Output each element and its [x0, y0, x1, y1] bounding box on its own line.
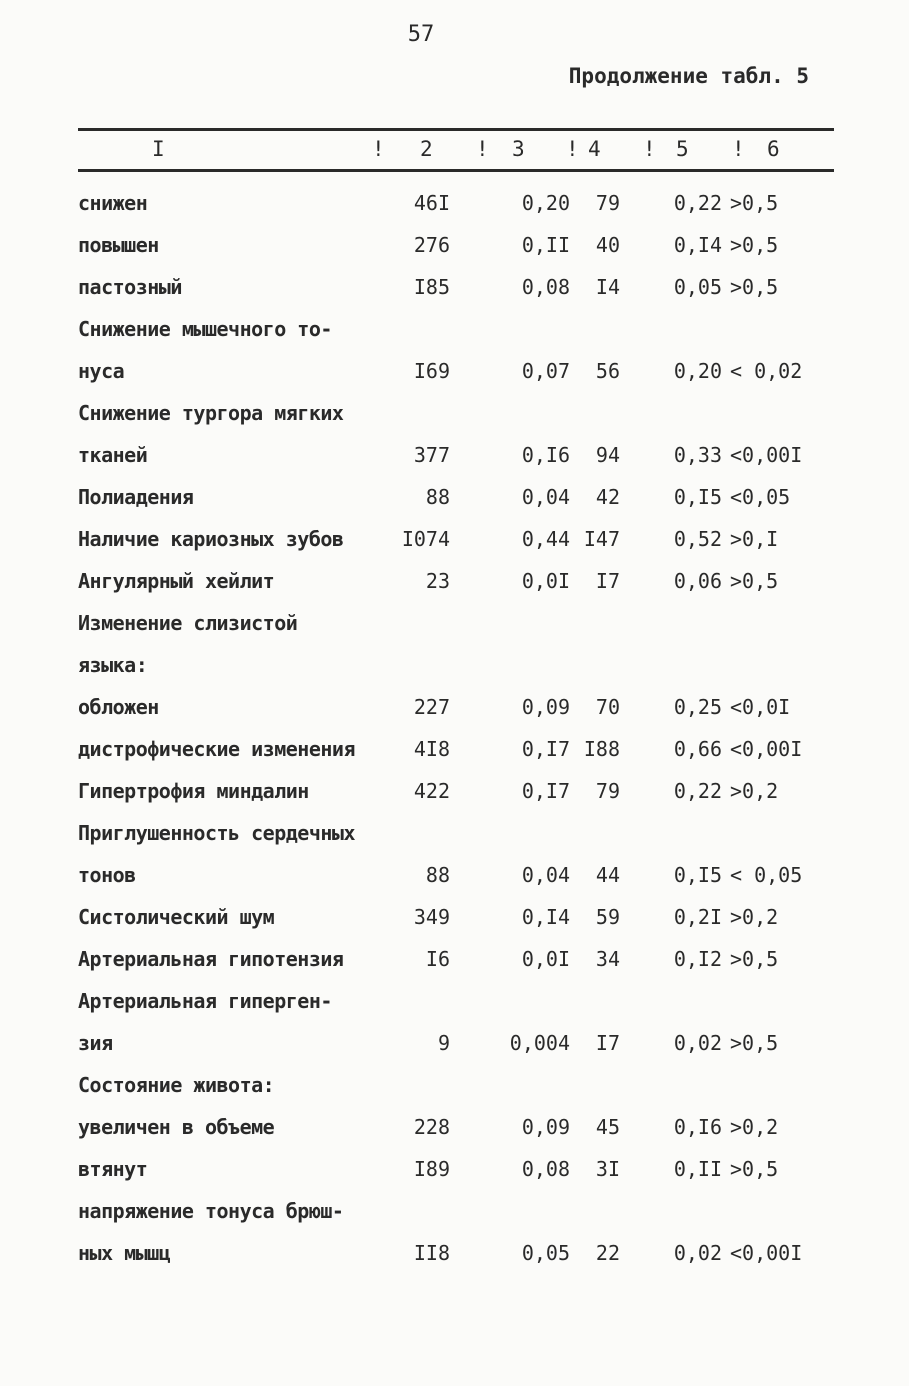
table-row — [0, 224, 909, 266]
cell-col-2: 377 — [413, 443, 450, 467]
cell-col-2: 9 — [437, 1031, 450, 1055]
cell-col-2: I074 — [401, 527, 450, 551]
cell-col-3: 0,09 — [521, 695, 570, 719]
row-label: Снижение мышечного то- — [78, 317, 332, 341]
cell-col-3: 0,09 — [521, 1115, 570, 1139]
table-row — [0, 1148, 909, 1190]
cell-col-6: <0,00I — [730, 443, 803, 467]
table-row — [0, 560, 909, 602]
row-label: Наличие кариозных зубов — [78, 527, 344, 551]
cell-col-5: 0,I4 — [673, 233, 722, 257]
cell-col-5: 0,II — [673, 1157, 722, 1181]
cell-col-6: >0,5 — [730, 1157, 779, 1181]
header-col-5: 5 — [676, 137, 689, 161]
cell-col-4: 94 — [595, 443, 620, 467]
row-label: снижен — [78, 191, 148, 215]
table-header-rule — [78, 169, 834, 172]
cell-col-6: >0,2 — [730, 1115, 779, 1139]
cell-col-2: 276 — [413, 233, 450, 257]
cell-col-6: >0,5 — [730, 191, 779, 215]
cell-col-2: II8 — [413, 1241, 450, 1265]
cell-col-6: >0,2 — [730, 905, 779, 929]
table-row — [0, 476, 909, 518]
row-label: тканей — [78, 443, 148, 467]
cell-col-4: I7 — [595, 569, 620, 593]
header-col-3: 3 — [512, 137, 525, 161]
cell-col-4: 44 — [595, 863, 620, 887]
cell-col-4: 79 — [595, 779, 620, 803]
table-row — [0, 392, 909, 434]
cell-col-3: 0,I4 — [521, 905, 570, 929]
cell-col-5: 0,06 — [673, 569, 722, 593]
cell-col-3: 0,04 — [521, 485, 570, 509]
row-label: пастозный — [78, 275, 182, 299]
header-separator: ! — [643, 137, 656, 161]
row-label: Систолический шум — [78, 905, 275, 929]
cell-col-4: 42 — [595, 485, 620, 509]
cell-col-5: 0,25 — [673, 695, 722, 719]
cell-col-6: < 0,05 — [730, 863, 803, 887]
row-label: Приглушенность сердечных — [78, 821, 355, 845]
table-row — [0, 182, 909, 224]
cell-col-6: >0,I — [730, 527, 779, 551]
cell-col-2: 4I8 — [413, 737, 450, 761]
table-body — [0, 182, 909, 1274]
cell-col-5: 0,05 — [673, 275, 722, 299]
row-label: Изменение слизистой — [78, 611, 298, 635]
cell-col-6: <0,0I — [730, 695, 791, 719]
row-label: зия — [78, 1031, 113, 1055]
table-row — [0, 812, 909, 854]
table-continuation-note: Продолжение табл. 5 — [568, 64, 809, 88]
row-label: обложен — [78, 695, 159, 719]
cell-col-6: >0,5 — [730, 569, 779, 593]
cell-col-5: 0,I5 — [673, 863, 722, 887]
cell-col-4: 79 — [595, 191, 620, 215]
table-row — [0, 266, 909, 308]
header-separator: ! — [566, 137, 579, 161]
table-row — [0, 644, 909, 686]
table-row — [0, 308, 909, 350]
cell-col-5: 0,2I — [673, 905, 722, 929]
table-row — [0, 1232, 909, 1274]
cell-col-4: 56 — [595, 359, 620, 383]
cell-col-2: 46I — [413, 191, 450, 215]
cell-col-4: I47 — [583, 527, 620, 551]
cell-col-3: 0,0I — [521, 569, 570, 593]
table-row — [0, 1106, 909, 1148]
cell-col-6: >0,2 — [730, 779, 779, 803]
cell-col-2: 349 — [413, 905, 450, 929]
row-label: Артериальная гиперген- — [78, 989, 332, 1013]
cell-col-6: >0,5 — [730, 275, 779, 299]
cell-col-4: I88 — [583, 737, 620, 761]
header-col-4: 4 — [588, 137, 601, 161]
table-row — [0, 686, 909, 728]
cell-col-3: 0,I6 — [521, 443, 570, 467]
header-col-1: I — [152, 137, 165, 161]
cell-col-2: 88 — [425, 485, 450, 509]
row-label: повышен — [78, 233, 159, 257]
cell-col-2: 23 — [425, 569, 450, 593]
cell-col-5: 0,I2 — [673, 947, 722, 971]
row-label: увеличен в объеме — [78, 1115, 275, 1139]
cell-col-5: 0,20 — [673, 359, 722, 383]
cell-col-3: 0,08 — [521, 1157, 570, 1181]
cell-col-4: I4 — [595, 275, 620, 299]
cell-col-2: 228 — [413, 1115, 450, 1139]
cell-col-3: 0,I7 — [521, 737, 570, 761]
row-label: Полиадения — [78, 485, 194, 509]
row-label: Ангулярный хейлит — [78, 569, 275, 593]
cell-col-4: 70 — [595, 695, 620, 719]
cell-col-5: 0,33 — [673, 443, 722, 467]
cell-col-3: 0,I7 — [521, 779, 570, 803]
cell-col-5: 0,22 — [673, 191, 722, 215]
cell-col-2: 88 — [425, 863, 450, 887]
cell-col-5: 0,I5 — [673, 485, 722, 509]
row-label: Артериальная гипотензия — [78, 947, 344, 971]
table-row — [0, 728, 909, 770]
row-label: Состояние живота: — [78, 1073, 275, 1097]
cell-col-3: 0,07 — [521, 359, 570, 383]
cell-col-4: 59 — [595, 905, 620, 929]
cell-col-4: 45 — [595, 1115, 620, 1139]
cell-col-6: <0,00I — [730, 737, 803, 761]
table-row — [0, 980, 909, 1022]
table-row — [0, 434, 909, 476]
cell-col-3: 0,II — [521, 233, 570, 257]
row-label: дистрофические изменения — [78, 737, 355, 761]
cell-col-3: 0,08 — [521, 275, 570, 299]
row-label: Снижение тургора мягких — [78, 401, 344, 425]
cell-col-3: 0,004 — [509, 1031, 570, 1055]
cell-col-3: 0,44 — [521, 527, 570, 551]
cell-col-2: I6 — [425, 947, 450, 971]
cell-col-4: 40 — [595, 233, 620, 257]
row-label: языка: — [78, 653, 148, 677]
cell-col-2: I69 — [413, 359, 450, 383]
row-label: ных мышц — [78, 1241, 171, 1265]
table-row — [0, 1022, 909, 1064]
table-row — [0, 602, 909, 644]
row-label: тонов — [78, 863, 136, 887]
header-separator: ! — [372, 137, 385, 161]
header-col-2: 2 — [420, 137, 433, 161]
header-separator: ! — [476, 137, 489, 161]
cell-col-5: 0,02 — [673, 1031, 722, 1055]
row-label: Гипертрофия миндалин — [78, 779, 309, 803]
cell-col-3: 0,0I — [521, 947, 570, 971]
cell-col-5: 0,02 — [673, 1241, 722, 1265]
row-label: нуса — [78, 359, 125, 383]
table-row — [0, 854, 909, 896]
header-separator: ! — [732, 137, 745, 161]
row-label: напряжение тонуса брюш- — [78, 1199, 344, 1223]
cell-col-6: <0,00I — [730, 1241, 803, 1265]
row-label: втянут — [78, 1157, 148, 1181]
header-col-6: 6 — [767, 137, 780, 161]
cell-col-6: < 0,02 — [730, 359, 803, 383]
table-row — [0, 1190, 909, 1232]
cell-col-5: 0,66 — [673, 737, 722, 761]
table-top-rule — [78, 128, 834, 131]
table-row — [0, 1064, 909, 1106]
page-number: 57 — [407, 22, 435, 47]
cell-col-6: >0,5 — [730, 947, 779, 971]
cell-col-4: 3I — [595, 1157, 620, 1181]
table-row — [0, 350, 909, 392]
cell-col-5: 0,22 — [673, 779, 722, 803]
cell-col-6: >0,5 — [730, 1031, 779, 1055]
cell-col-3: 0,04 — [521, 863, 570, 887]
cell-col-5: 0,52 — [673, 527, 722, 551]
cell-col-6: <0,05 — [730, 485, 791, 509]
table-row — [0, 770, 909, 812]
cell-col-4: I7 — [595, 1031, 620, 1055]
cell-col-3: 0,05 — [521, 1241, 570, 1265]
cell-col-2: I89 — [413, 1157, 450, 1181]
cell-col-3: 0,20 — [521, 191, 570, 215]
table-row — [0, 518, 909, 560]
cell-col-5: 0,I6 — [673, 1115, 722, 1139]
cell-col-2: 227 — [413, 695, 450, 719]
table-row — [0, 938, 909, 980]
cell-col-2: 422 — [413, 779, 450, 803]
table-row — [0, 896, 909, 938]
cell-col-4: 22 — [595, 1241, 620, 1265]
cell-col-6: >0,5 — [730, 233, 779, 257]
cell-col-2: I85 — [413, 275, 450, 299]
cell-col-4: 34 — [595, 947, 620, 971]
